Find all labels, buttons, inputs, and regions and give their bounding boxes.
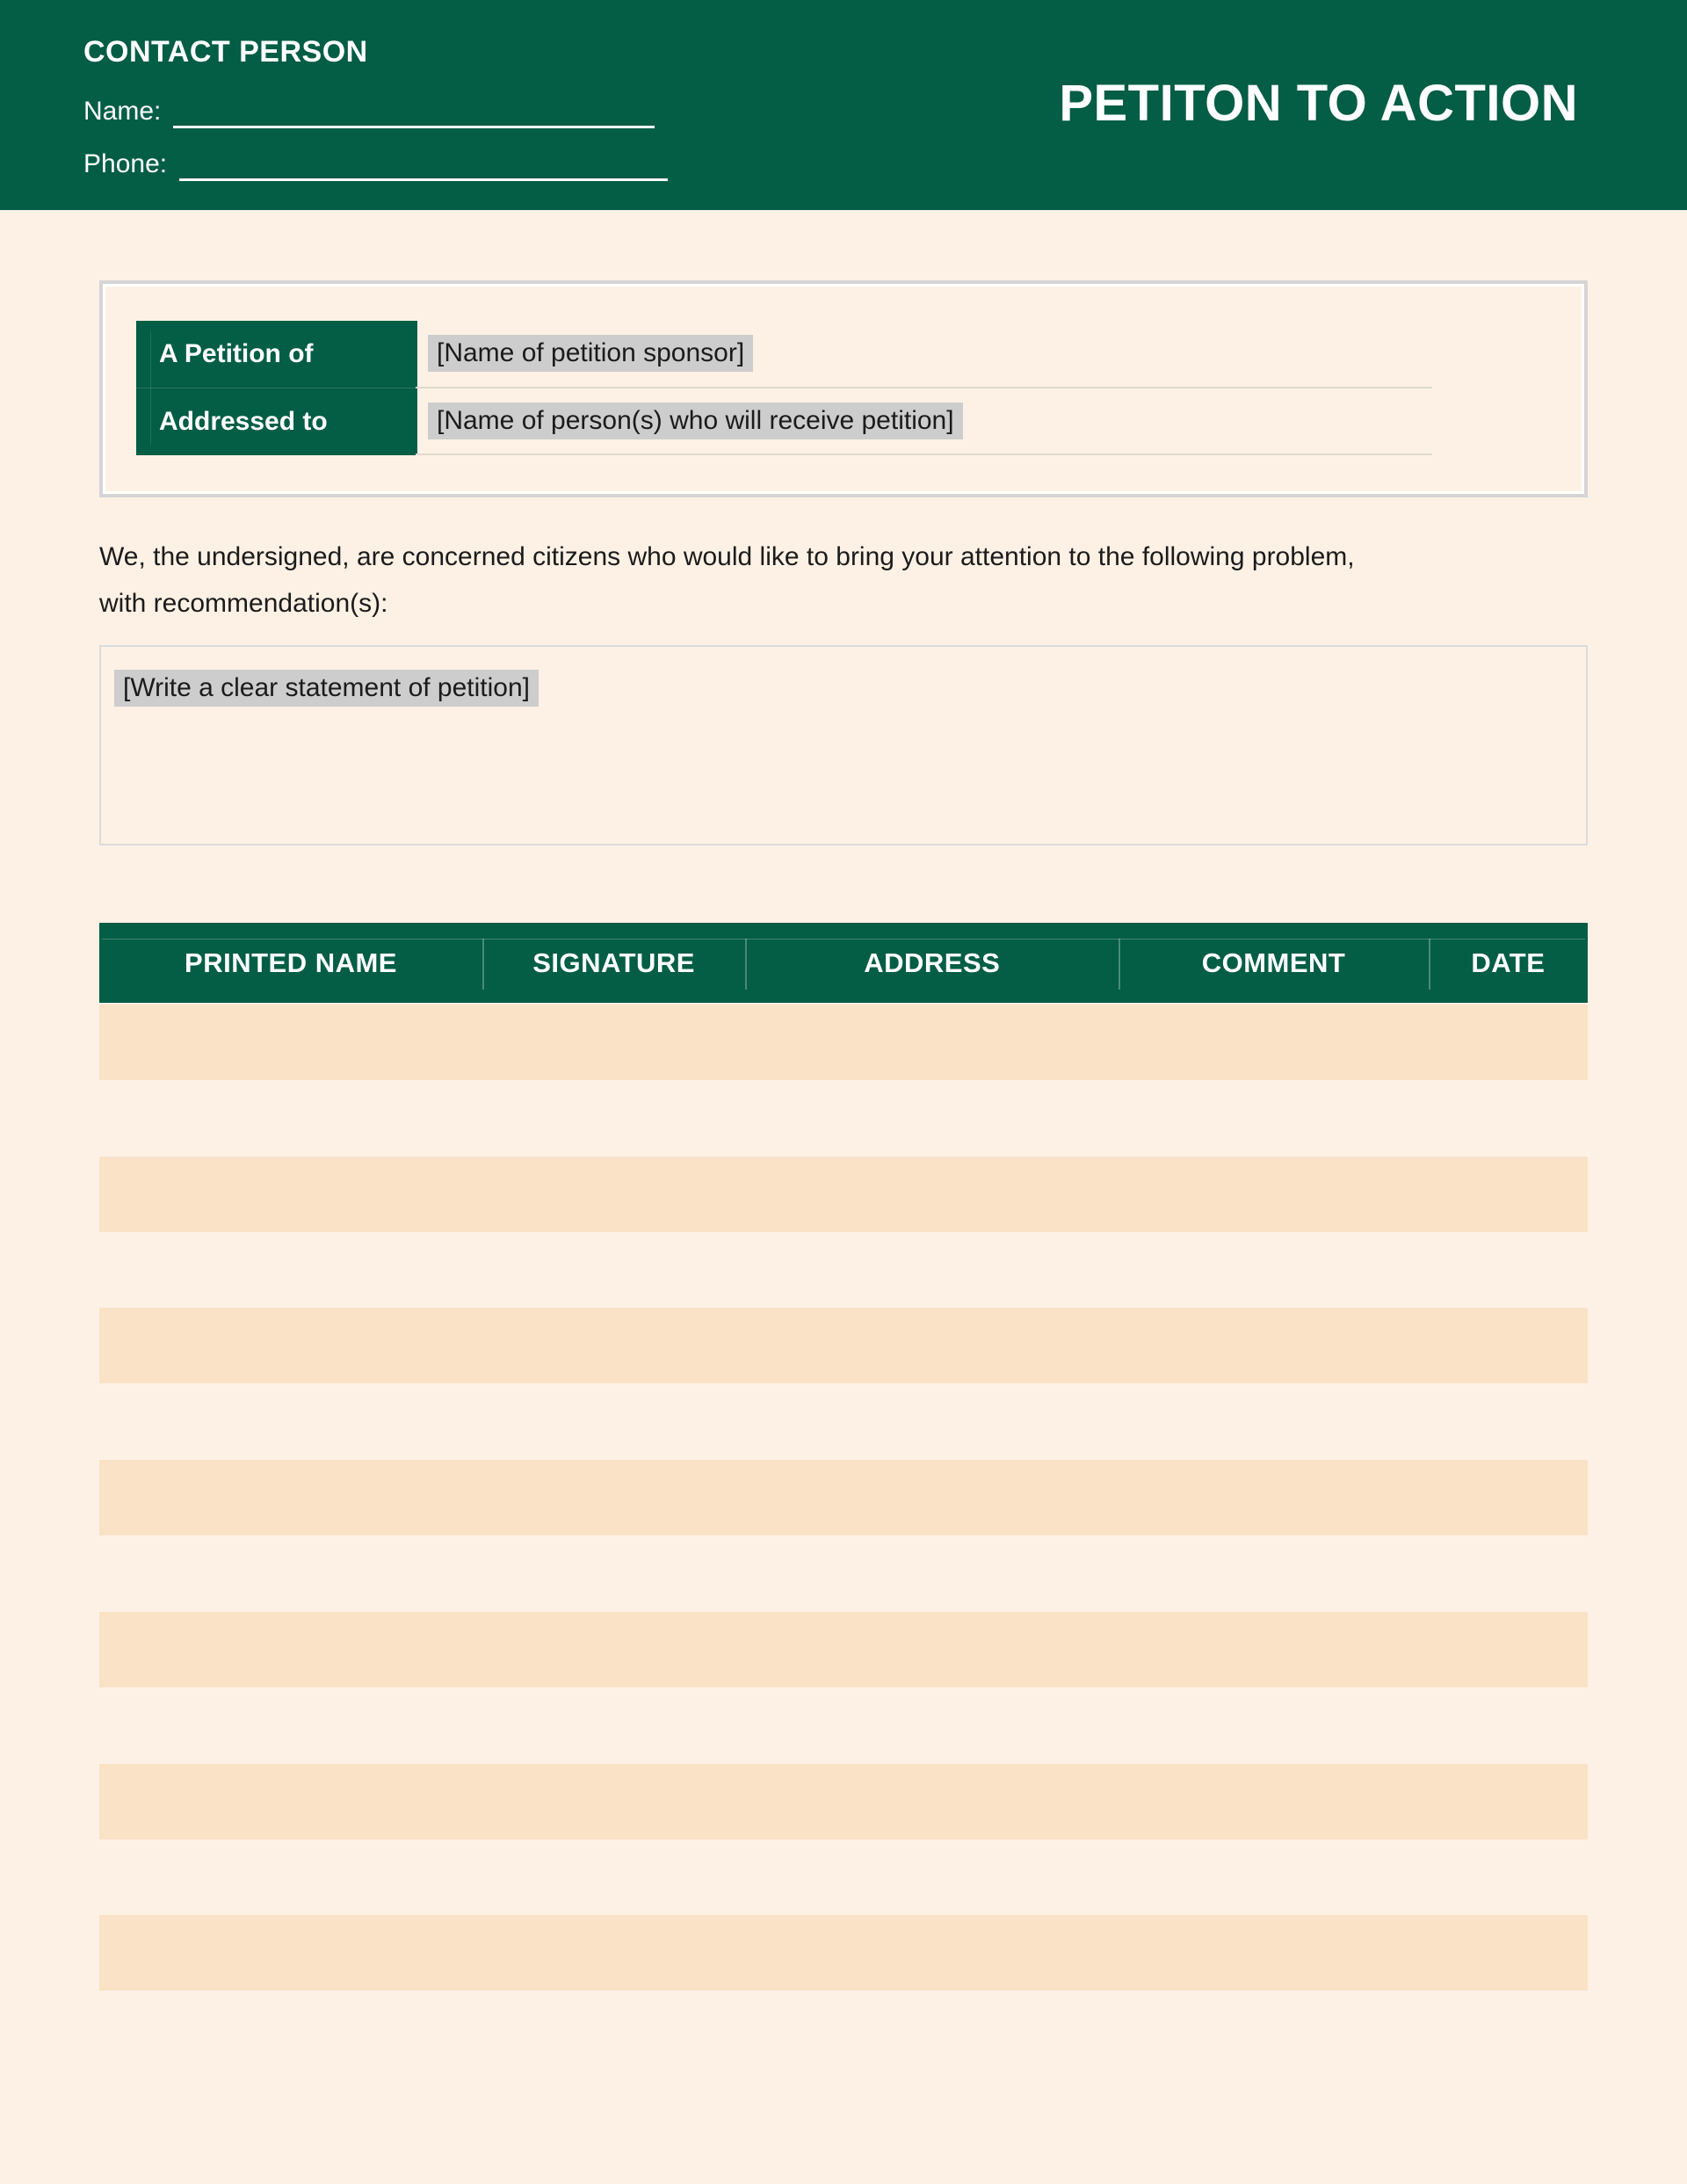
column-divider xyxy=(1119,939,1120,990)
addressed-to-label: Addressed to xyxy=(159,407,328,436)
signature-row[interactable] xyxy=(99,1612,1588,1687)
signature-row[interactable] xyxy=(99,1915,1588,1991)
signature-row[interactable] xyxy=(99,1764,1588,1839)
contact-person-label: CONTACT PERSON xyxy=(83,35,368,69)
signature-row[interactable] xyxy=(99,1157,1588,1232)
column-divider xyxy=(745,939,747,990)
petition-info-box xyxy=(99,280,1588,497)
name-label: Name: xyxy=(83,97,162,126)
phone-label: Phone: xyxy=(83,149,168,178)
petition-recipient-placeholder[interactable]: [Name of person(s) who will receive petition] xyxy=(428,403,963,439)
statement-box xyxy=(99,645,1588,845)
signature-row[interactable] xyxy=(99,1308,1588,1383)
signature-row[interactable] xyxy=(99,1460,1588,1535)
petition-info-labels xyxy=(136,321,417,455)
column-header-printed-name: PRINTED NAME xyxy=(185,947,397,978)
petition-recipient-row xyxy=(416,388,1432,456)
phone-input-line[interactable] xyxy=(179,149,668,181)
contact-name-row xyxy=(83,93,655,128)
column-header-comment: COMMENT xyxy=(1201,947,1346,978)
column-header-date: DATE xyxy=(1471,947,1546,978)
petition-statement-placeholder[interactable]: [Write a clear statement of petition] xyxy=(114,670,539,707)
column-header-signature: SIGNATURE xyxy=(532,947,695,978)
column-divider xyxy=(1429,939,1430,990)
page-title: PETITON TO ACTION xyxy=(1059,75,1578,132)
petition-sponsor-placeholder[interactable]: [Name of petition sponsor] xyxy=(428,335,753,372)
column-divider xyxy=(482,939,484,990)
petition-of-label: A Petition of xyxy=(136,321,417,388)
name-input-line[interactable] xyxy=(173,97,655,128)
signature-table-header xyxy=(99,923,1588,1003)
contact-phone-row xyxy=(83,146,668,181)
petition-sponsor-row xyxy=(416,321,1432,388)
intro-line-2: with recommendation(s): xyxy=(99,589,388,618)
petition-info-values xyxy=(416,321,1432,455)
signature-row[interactable] xyxy=(99,1005,1588,1080)
intro-line-1: We, the undersigned, are concerned citizens who would like to bring your attention to the following problem, xyxy=(99,542,1355,571)
column-header-address: ADDRESS xyxy=(864,947,1001,978)
header-bar xyxy=(0,0,1687,210)
intro-paragraph xyxy=(99,533,1575,627)
